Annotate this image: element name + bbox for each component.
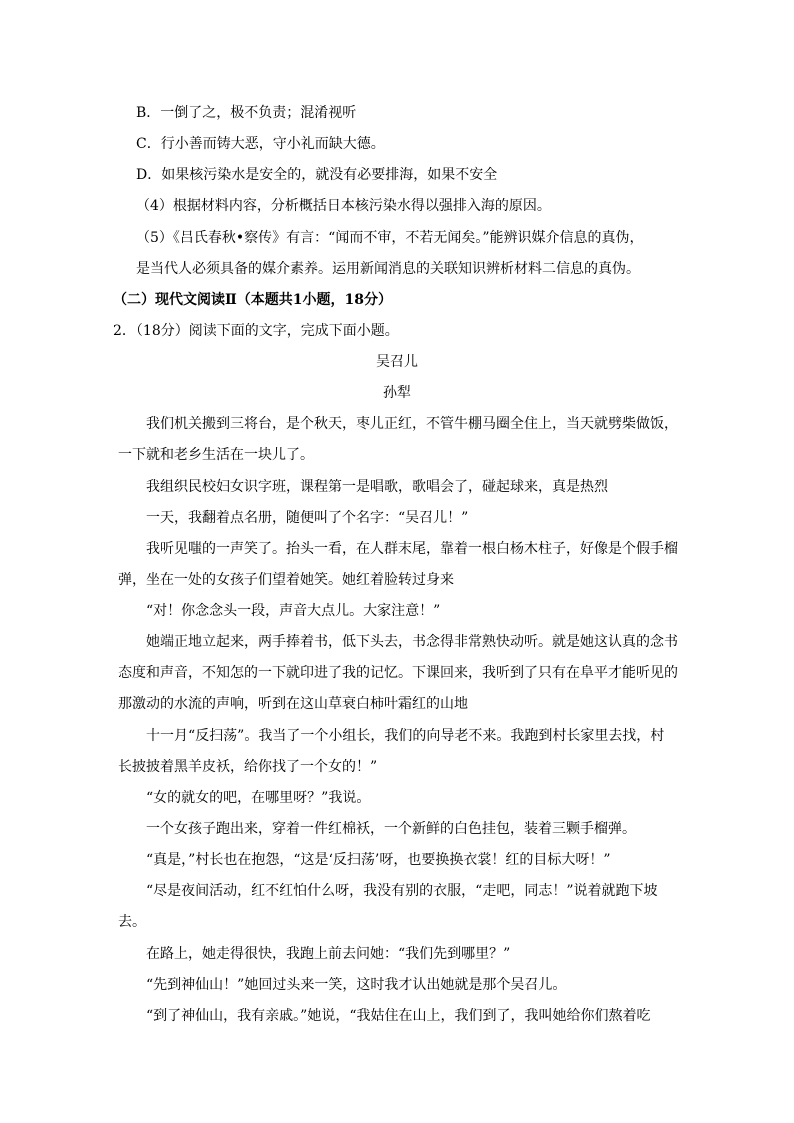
option-d: D．如果核污染水是安全的，就没有必要排海，如果不安全 <box>136 167 498 183</box>
question-5-line-1: （5）《吕氏春秋•察传》有言：“闻而不审，不若无闻矣。”能辨识媒介信息的真伪， <box>136 230 644 246</box>
story-line: 我听见嗤的一声笑了。抬头一看，在人群末尾，靠着一根白杨木柱子，好像是个假手榴 <box>146 541 678 557</box>
story-line: 态度和声音，不知怎的一下就印进了我的记忆。下课回来，我听到了只有在阜平才能听见的 <box>118 665 678 681</box>
story-line: “尽是夜间活动，红不红怕什么呀，我没有别的衣服，“走吧，同志！”说着就跑下坡 <box>146 883 658 899</box>
story-line: “对！你念念头一段，声音大点儿。大家注意！” <box>146 603 441 619</box>
question-5-line-2: 是当代人必须具备的媒介素养。运用新闻消息的关联知识辨析材料二信息的真伪。 <box>136 261 640 277</box>
story-line: 十一月“反扫荡”。我当了一个小组长，我们的向导老不来。我跑到村长家里去找，村 <box>146 728 665 744</box>
story-line: 在路上，她走得很快，我跑上前去问她：“我们先到哪里？” <box>146 946 511 962</box>
option-b: B．一倒了之，极不负责；混淆视听 <box>136 105 357 121</box>
story-line: 长披披着黑羊皮袄，给你找了一个女的！” <box>118 759 378 775</box>
story-line: “女的就女的吧，在哪里呀？”我说。 <box>146 790 371 806</box>
story-line: 一天，我翻着点名册，随便叫了个名字：“吴召儿！” <box>146 510 469 526</box>
question-4: （4）根据材料内容，分析概括日本核污染水得以强排入海的原因。 <box>136 198 551 214</box>
story-line: 我们机关搬到三将台，是个秋天，枣儿正红，不管牛棚马圈全住上，当天就劈柴做饭， <box>146 416 678 432</box>
story-line: 那激动的水流的声响，听到在这山草衰白柿叶霜红的山地 <box>118 696 468 712</box>
story-line: “到了神仙山，我有亲戚。”她说，“我姑住在山上，我们到了，我叫她给你们熬着吃 <box>146 1008 651 1024</box>
story-line: 一下就和老乡生活在一块儿了。 <box>118 447 314 463</box>
story-line: 她端正地立起来，两手捧着书，低下头去，书念得非常熟快动听。就是她这认真的念书 <box>146 634 678 650</box>
story-line: 我组织民校妇女识字班，课程第一是唱歌，歌唱会了，碰起球来，真是热烈 <box>146 479 608 495</box>
story-line: 弹，坐在一处的女孩子们望着她笑。她红着脸转过身来 <box>118 572 454 588</box>
question-2-prompt: 2．（18分）阅读下面的文字，完成下面小题。 <box>113 323 399 339</box>
option-c: C．行小善而铸大恶，守小礼而缺大德。 <box>136 136 385 152</box>
story-line: “先到神仙山！”她回过头来一笑，这时我才认出她就是那个吴召儿。 <box>146 977 567 993</box>
story-line: “真是，”村长也在抱怨，“这是‘反扫荡’呀，也要换换衣裳！红的目标大呀！” <box>146 852 611 868</box>
story-line: 一个女孩子跑出来，穿着一件红棉袄，一个新鲜的白色挂包，装着三颗手榴弹。 <box>146 821 636 837</box>
story-title: 吴召儿 <box>376 354 418 370</box>
section-header: （二）现代文阅读Ⅱ（本题共1小题，18分） <box>113 292 393 308</box>
story-line: 去。 <box>118 914 146 930</box>
story-author: 孙犁 <box>383 385 411 401</box>
